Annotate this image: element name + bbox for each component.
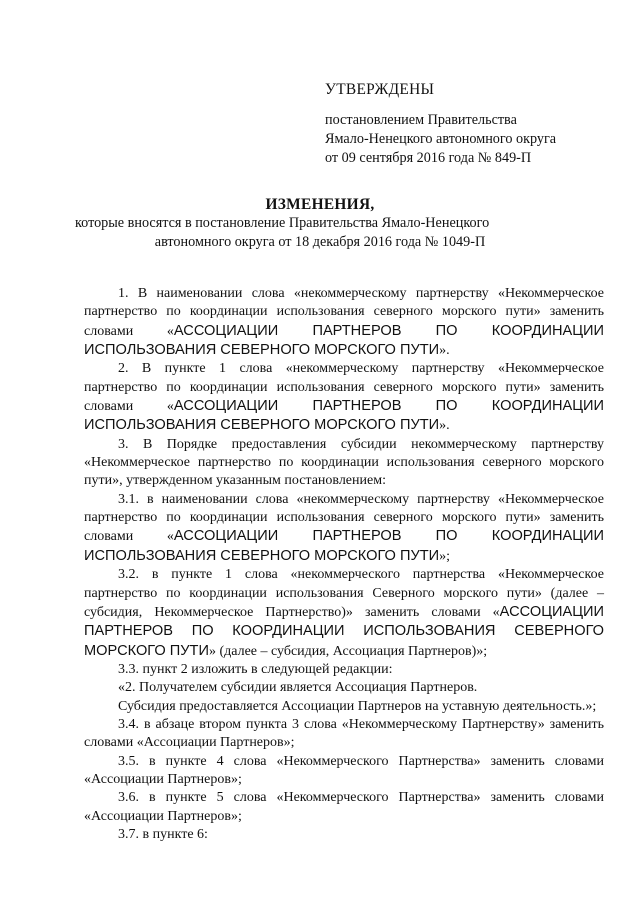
item-text: В Порядке предоставления субсидии некоммерческому партнерству «Некоммерческое партнерство по координации использования северного морского пути», утвержденном указанным постановлением: [84, 436, 604, 489]
item-number: 3.1. [118, 491, 139, 507]
document-heading [0, 195, 640, 252]
item-number: 3. [118, 436, 129, 452]
paragraph-quote-2 [84, 698, 604, 716]
paragraph-item-3-4 [84, 716, 604, 753]
heading-subtitle-1: которые вносятся в постановление Правительства Ямало-Ненецкого [75, 215, 490, 231]
document-body [84, 285, 604, 844]
item-text: в пункте 5 слова «Некоммерческого Партнерства» заменить словами «Ассоциации Партнеров»; [84, 790, 604, 824]
item-caps-text: АССОЦИАЦИИ ПАРТНЕРОВ ПО КООРДИНАЦИИ ИСПОЛЬЗОВАНИЯ СЕВЕРНОГО МОРСКОГО ПУТИ [84, 398, 604, 434]
paragraph-item-1 [84, 285, 604, 360]
item-text: в пункте 4 слова «Некоммерческого Партнерства» заменить словами «Ассоциации Партнеров»; [84, 753, 604, 787]
heading-title: ИЗМЕНЕНИЯ, [265, 196, 375, 213]
item-number: 3.7. [118, 826, 139, 842]
item-text: В пункте 1 слова «некоммерческому партнерству «Некоммерческое партнерство по координации использования северного морского пути» заменить словами « [84, 361, 604, 415]
paragraph-item-3-3 [84, 661, 604, 679]
approval-title: УТВЕРЖДЕНЫ [325, 81, 435, 98]
approval-block [325, 80, 615, 168]
item-text-end: ». [439, 418, 450, 434]
item-text: в пункте 6: [139, 826, 208, 842]
item-text-end: » (далее – субсидия, Ассоциация Партнеров)»; [208, 643, 488, 659]
paragraph-item-3-1 [84, 491, 604, 566]
paragraph-item-3-7 [84, 826, 604, 844]
item-text: пункт 2 изложить в следующей редакции: [139, 661, 393, 677]
paragraph-item-3 [84, 436, 604, 491]
item-number: 3.4. [118, 716, 139, 732]
paragraph-item-3-2 [84, 566, 604, 661]
item-number: 3.6. [118, 790, 139, 806]
approval-line-1: постановлением Правительства [325, 112, 517, 128]
paragraph-item-2 [84, 360, 604, 435]
item-number: 1. [118, 286, 129, 301]
item-text: в наименовании слова «некоммерческому партнерству «Некоммерческое партнерство по координации использования северного морского пути» заменить словами « [84, 491, 604, 545]
item-text: «2. Получателем субсидии является Ассоциация Партнеров. [118, 680, 478, 696]
item-number: 3.5. [118, 753, 139, 769]
item-text: в пункте 1 слова «некоммерческого партнерства «Некоммерческое партнерство по координации использования Северного морского пути» (далее – субсидия, Некоммерческое Партнерство)» заменить словами « [84, 567, 604, 620]
item-text: В наименовании слова «некоммерческому партнерству «Некоммерческое партнерство по координации использования северного морского пути» заменить словами « [84, 286, 604, 339]
paragraph-item-3-5 [84, 753, 604, 790]
item-text: Субсидия предоставляется Ассоциации Партнеров на уставную деятельность.»; [118, 698, 597, 714]
item-text-end: ». [439, 343, 450, 359]
item-text: в абзаце втором пункта 3 слова «Некоммерческому Партнерству» заменить словами «Ассоциации Партнеров»; [84, 716, 604, 751]
item-caps-text: АССОЦИАЦИИ ПАРТНЕРОВ ПО КООРДИНАЦИИ ИСПОЛЬЗОВАНИЯ СЕВЕРНОГО МОРСКОГО ПУТИ [84, 603, 604, 659]
paragraph-item-3-6 [84, 789, 604, 826]
approval-line-3: от 09 сентября 2016 года № 849-П [325, 150, 532, 166]
approval-line-2: Ямало-Ненецкого автономного округа [325, 131, 557, 147]
item-number: 3.2. [118, 567, 139, 583]
item-number: 3.3. [118, 661, 139, 677]
paragraph-quote-1 [84, 679, 604, 697]
item-number: 2. [118, 361, 129, 377]
item-text-end: »; [439, 548, 451, 564]
item-caps-text: АССОЦИАЦИИ ПАРТНЕРОВ ПО КООРДИНАЦИИ ИСПОЛЬЗОВАНИЯ СЕВЕРНОГО МОРСКОГО ПУТИ [84, 528, 604, 564]
heading-subtitle-2: автономного округа от 18 декабря 2016 года № 1049-П [154, 234, 486, 250]
item-caps-text: АССОЦИАЦИИ ПАРТНЕРОВ ПО КООРДИНАЦИИ ИСПОЛЬЗОВАНИЯ СЕВЕРНОГО МОРСКОГО ПУТИ [84, 322, 604, 359]
